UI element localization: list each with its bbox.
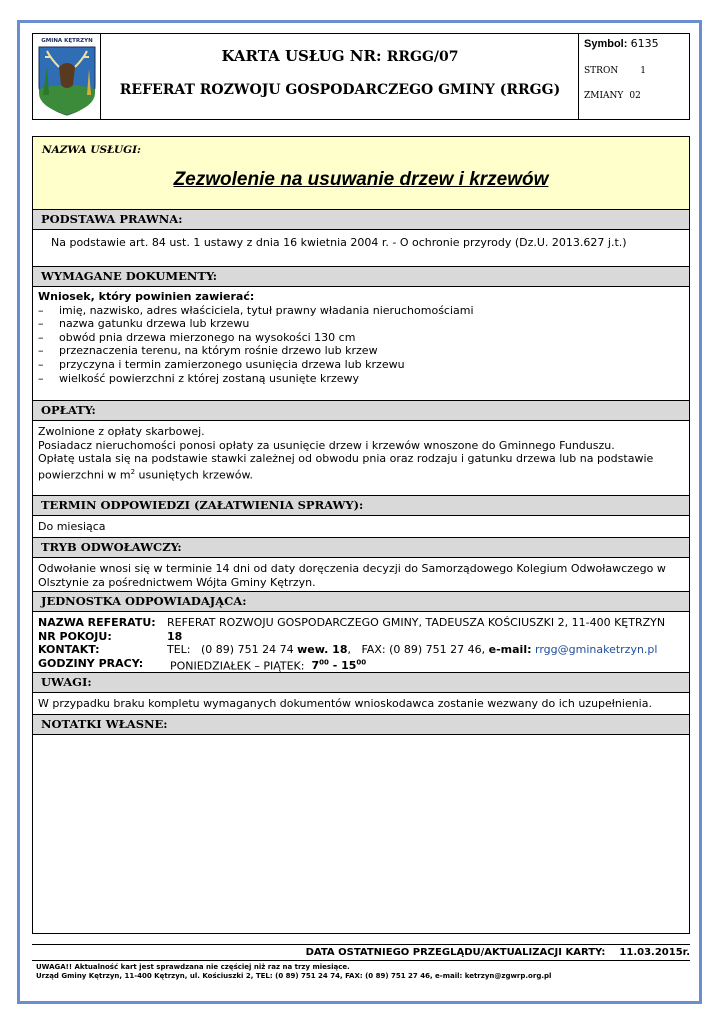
unit-heading: JEDNOSTKA ODPOWIADAJĄCA:: [33, 591, 689, 612]
list-item: – wielkość powierzchni z której zostaną usunięte krzewy: [38, 372, 678, 386]
notes-heading: UWAGI:: [33, 672, 689, 693]
appeal-heading: TRYB ODWOŁAWCZY:: [33, 537, 689, 558]
card-title: [101, 47, 579, 65]
deadline-text: Do miesiąca: [38, 520, 106, 533]
email-label: e-mail:: [488, 643, 532, 657]
department-title: REFERAT ROZWOJU GOSPODARCZEGO GMINY (RRGG): [119, 82, 561, 98]
room-row: [38, 630, 686, 644]
documents-block: [38, 290, 678, 385]
hours-to-minutes: 00: [356, 658, 367, 667]
card-title-prefix: KARTA USŁUG NR:: [221, 47, 382, 65]
card-meta: [579, 34, 689, 119]
dept-row: [38, 616, 686, 630]
logo-caption: GMINA KĘTRZYN: [41, 38, 93, 44]
fees-superscript: 2: [130, 467, 136, 476]
fees-line: Opłatę ustala się na podstawie stawki zależnej od obwodu pnia oraz rodzaju i gatunku drzewa lub na podstawie: [38, 452, 654, 466]
hours-from: 7: [311, 659, 320, 673]
email-link[interactable]: rrgg@gminaketrzyn.pl: [535, 643, 658, 657]
fees-line-part: powierzchni w m: [38, 468, 131, 482]
changes-value: 02: [629, 91, 641, 101]
hours-value: [170, 657, 366, 673]
hours-row: [38, 657, 686, 671]
service-name-section: [33, 137, 689, 209]
footer-warning: UWAGA!! Aktualność kart jest sprawdzana nie częściej niż raz na trzy miesiące.: [36, 963, 350, 971]
legal-basis-heading: PODSTAWA PRAWNA:: [33, 209, 689, 230]
hours-label: GODZINY PRACY:: [38, 656, 144, 670]
hours-days: PONIEDZIAŁEK – PIĄTEK:: [170, 659, 305, 673]
card-number: RRGG/07: [386, 49, 459, 65]
documents-intro: Wniosek, który powinien zawierać:: [38, 290, 255, 303]
coat-of-arms-icon: [37, 45, 97, 117]
appeal-line: Odwołanie wnosi się w terminie 14 dni od daty doręczenia decyzji do Samorządowego Kolegium Odwoławczego w: [38, 562, 666, 575]
footer-divider: [32, 944, 690, 945]
contact-row: [38, 643, 686, 657]
service-card: [32, 136, 690, 934]
list-item: – imię, nazwisko, adres właściciela, tytuł prawny władania nieruchomościami: [38, 304, 678, 318]
fax-label: FAX:: [361, 643, 386, 657]
dept-value: REFERAT ROZWOJU GOSPODARCZEGO GMINY, TADEUSZA KOŚCIUSZKI 2, 11-400 KĘTRZYN: [167, 616, 666, 629]
footer-office-info: Urząd Gminy Kętrzyn, 11-400 Kętrzyn, ul. Kościuszki 2, TEL: (0 89) 751 24 74, FAX: (0 89) 751 27 46, e-mail: ketrzyn@zgwrp.org.pl: [36, 972, 552, 980]
service-name: Zezwolenie na usuwanie drzew i krzewów: [173, 169, 549, 190]
pages-value: 1: [640, 66, 646, 76]
dept-label: NAZWA REFERATU:: [38, 616, 156, 629]
changes-label: ZMIANY: [584, 91, 624, 101]
fees-line: Posiadacz nieruchomości ponosi opłaty za usunięcie drzew i krzewów wnoszone do Gminnego Funduszu.: [38, 438, 615, 452]
hours-separator: -: [328, 659, 342, 673]
list-item: – obwód pnia drzewa mierzonego na wysokości 130 cm: [38, 331, 678, 345]
tel-label: TEL:: [167, 643, 191, 657]
review-label: DATA OSTATNIEGO PRZEGLĄDU/AKTUALIZACJI KARTY:: [305, 947, 606, 958]
tel-value: (0 89) 751 24 74: [201, 643, 294, 657]
documents-list: [38, 304, 678, 386]
footer-divider: [32, 960, 690, 961]
unit-block: [38, 616, 686, 672]
fees-block: [38, 425, 683, 482]
room-value: 18: [167, 629, 183, 643]
symbol-label: Symbol:: [584, 38, 628, 50]
appeal-block: [38, 562, 683, 589]
contact-label: KONTAKT:: [38, 643, 100, 657]
legal-basis-text: Na podstawie art. 84 ust. 1 ustawy z dnia 16 kwietnia 2004 r. - O ochronie przyrody (Dz.U. 2013.627 j.t.): [51, 236, 627, 249]
tel-extension: wew. 18: [297, 643, 348, 657]
deadline-heading: TERMIN ODPOWIEDZI (ZAŁATWIENIA SPRAWY):: [33, 495, 689, 516]
fax-value: (0 89) 751 27 46,: [389, 643, 486, 657]
service-name-label: NAZWA USŁUGI:: [42, 144, 141, 156]
list-item: – przyczyna i termin zamierzonego usunięcia drzewa lub krzewu: [38, 358, 678, 372]
documents-heading: WYMAGANE DOKUMENTY:: [33, 266, 689, 287]
fees-line: [38, 466, 683, 482]
municipality-logo: [33, 34, 101, 119]
header-box: [32, 33, 690, 120]
fees-line-part: usuniętych krzewów.: [135, 468, 254, 482]
fees-heading: OPŁATY:: [33, 400, 689, 421]
notes-text: W przypadku braku kompletu wymaganych dokumentów wnioskodawca zostanie wezwany do ich uzupełnienia.: [38, 697, 652, 710]
contact-value: TEL: (0 89) 751 24 74 wew. 18, FAX: (0 89) 751 27 46, e-mail: rrgg@gminaketrzyn.pl: [167, 643, 658, 657]
fees-line: Zwolnione z opłaty skarbowej.: [38, 425, 205, 438]
hours-from-minutes: 00: [319, 658, 329, 667]
list-item: – przeznaczenia terenu, na którym rośnie drzewo lub krzew: [38, 344, 678, 358]
room-label: NR POKOJU:: [38, 629, 112, 643]
card-title-box: [101, 34, 579, 119]
appeal-line: Olsztynie za pośrednictwem Wójta Gminy Kętrzyn.: [38, 575, 316, 589]
hours-to: 15: [341, 659, 357, 673]
symbol-value: 6135: [630, 37, 659, 50]
own-notes-heading: NOTATKI WŁASNE:: [33, 714, 689, 735]
list-item: – nazwa gatunku drzewa lub krzewu: [38, 317, 678, 331]
pages-label: STRON: [584, 66, 619, 76]
own-notes-area[interactable]: [33, 735, 689, 933]
review-date: 11.03.2015r.: [619, 947, 690, 958]
review-date-row: [306, 947, 690, 958]
